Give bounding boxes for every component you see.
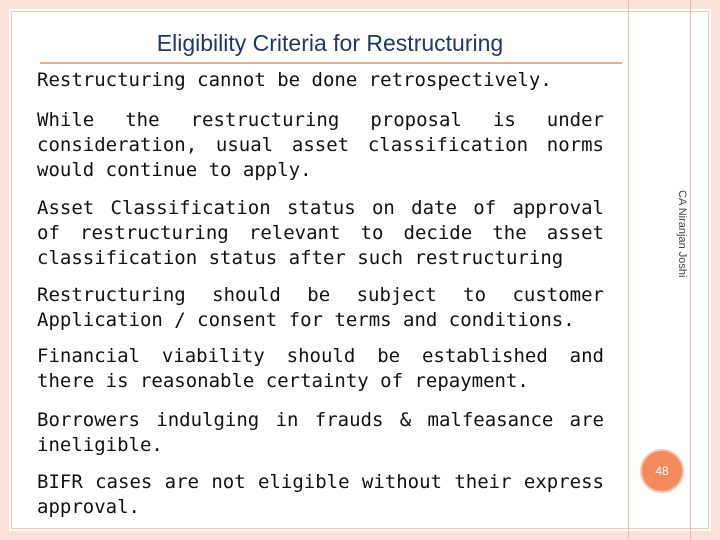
page-number-badge: 48 [640,449,684,493]
bullet-item: While the restructuring proposal is under consideration, usual asset classification norms would continue to apply. [37,109,604,181]
right-band-line [628,0,629,540]
bullet-item: BIFR cases are not eligible without their express approval. [37,471,604,518]
bullet-item: Restructuring should be subject to customer Application / consent for terms and conditions. [37,284,604,331]
bullet-item: Asset Classification status on date of approval of restructuring relevant to decide the asset classification status after such restructuring [37,197,604,269]
bullet-item: Restructuring cannot be done retrospectively. [37,69,552,91]
bullet-item: Borrowers indulging in frauds & malfeasance are ineligible. [37,409,604,456]
right-band-line-outer [690,0,691,540]
slide-title: Eligibility Criteria for Restructuring [156,30,504,56]
bullet-item: Financial viability should be established and there is reasonable certainty of repayment. [37,345,604,392]
author-label: CA Niranjan Joshi [676,190,688,278]
title-underline [40,62,622,64]
